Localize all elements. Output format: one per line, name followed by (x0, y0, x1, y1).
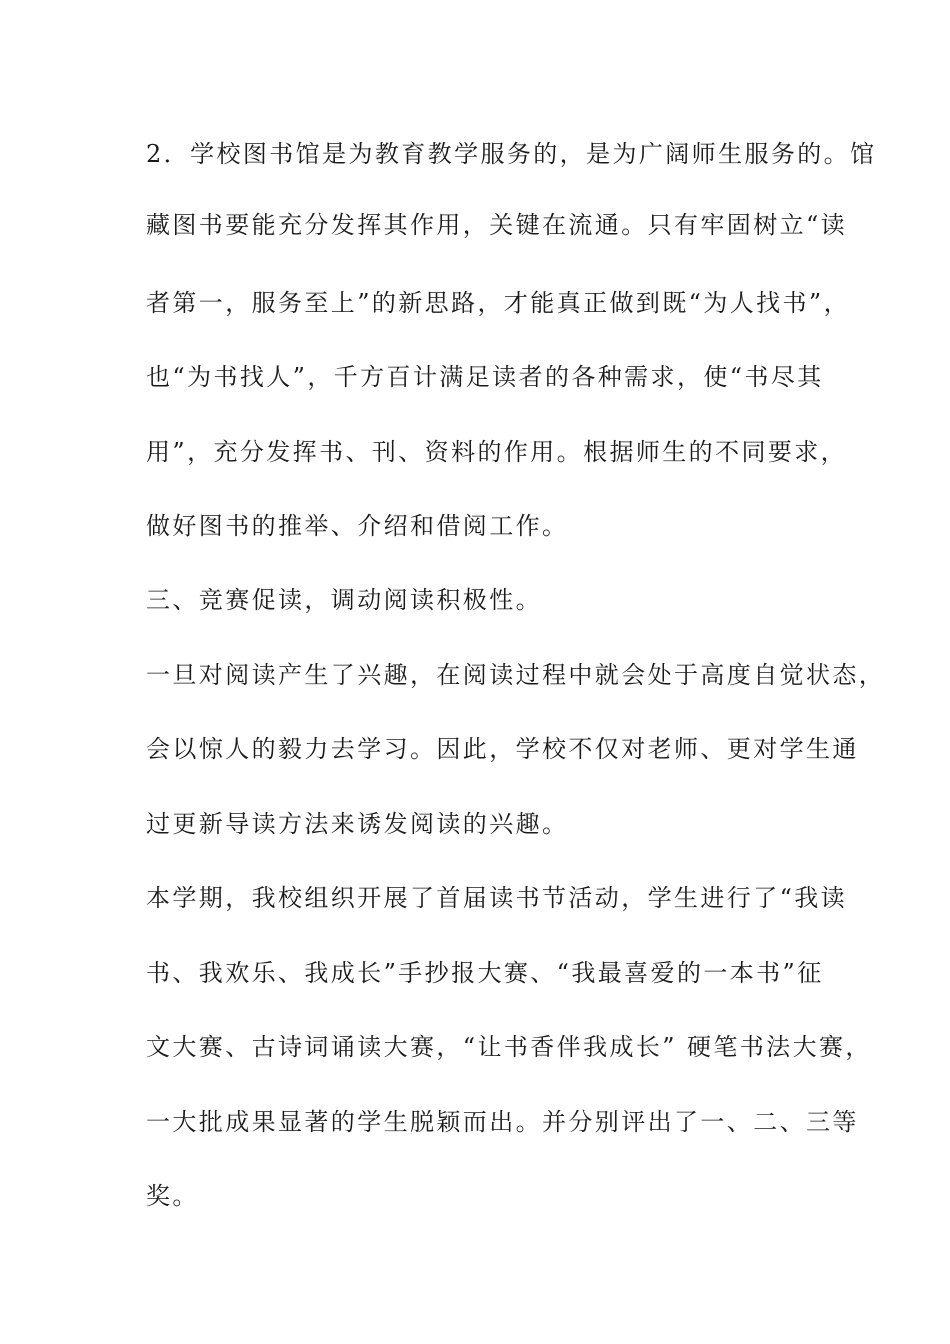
text-line: 一旦对阅读产生了兴趣，在阅读过程中就会处于高度自觉状态， (146, 661, 886, 689)
text-line: 书、我欢乐、我成长”手抄报大赛、“我最喜爱的一本书”征 (146, 959, 824, 987)
text-line: 用”，充分发挥书、刊、资料的作用。根据师生的不同要求， (146, 438, 848, 466)
text-line: 藏图书要能充分发挥其作用，关键在流通。只有牢固树立“读 (146, 211, 848, 239)
text-line: 一大批成果显著的学生脱颖而出。并分别评出了一、二、三等 (146, 1108, 859, 1136)
text-line: 会以惊人的毅力去学习。因此，学校不仅对老师、更对学生通 (146, 735, 859, 763)
text-line: 奖。 (146, 1182, 199, 1210)
text-line: 者第一，服务至上”的新思路，才能真正做到既“为人找书”， (146, 289, 851, 317)
text-line: 过更新导读方法来诱发阅读的兴趣。 (146, 810, 569, 838)
section-heading: 三、竞赛促读，调动阅读积极性。 (146, 586, 542, 614)
text-line: 也“为书找人”，千方百计满足读者的各种需求，使“书尽其 (146, 363, 824, 391)
text-line: 文大赛、古诗词诵读大赛，“让书香伴我成长” 硬笔书法大赛， (146, 1033, 872, 1061)
text-line: 2．学校图书馆是为教育教学服务的，是为广阔师生服务的。馆 (146, 140, 877, 168)
text-line: 做好图书的推举、介绍和借阅工作。 (146, 512, 569, 540)
text-line: 本学期，我校组织开展了首届读书节活动，学生进行了“我读 (146, 884, 848, 912)
